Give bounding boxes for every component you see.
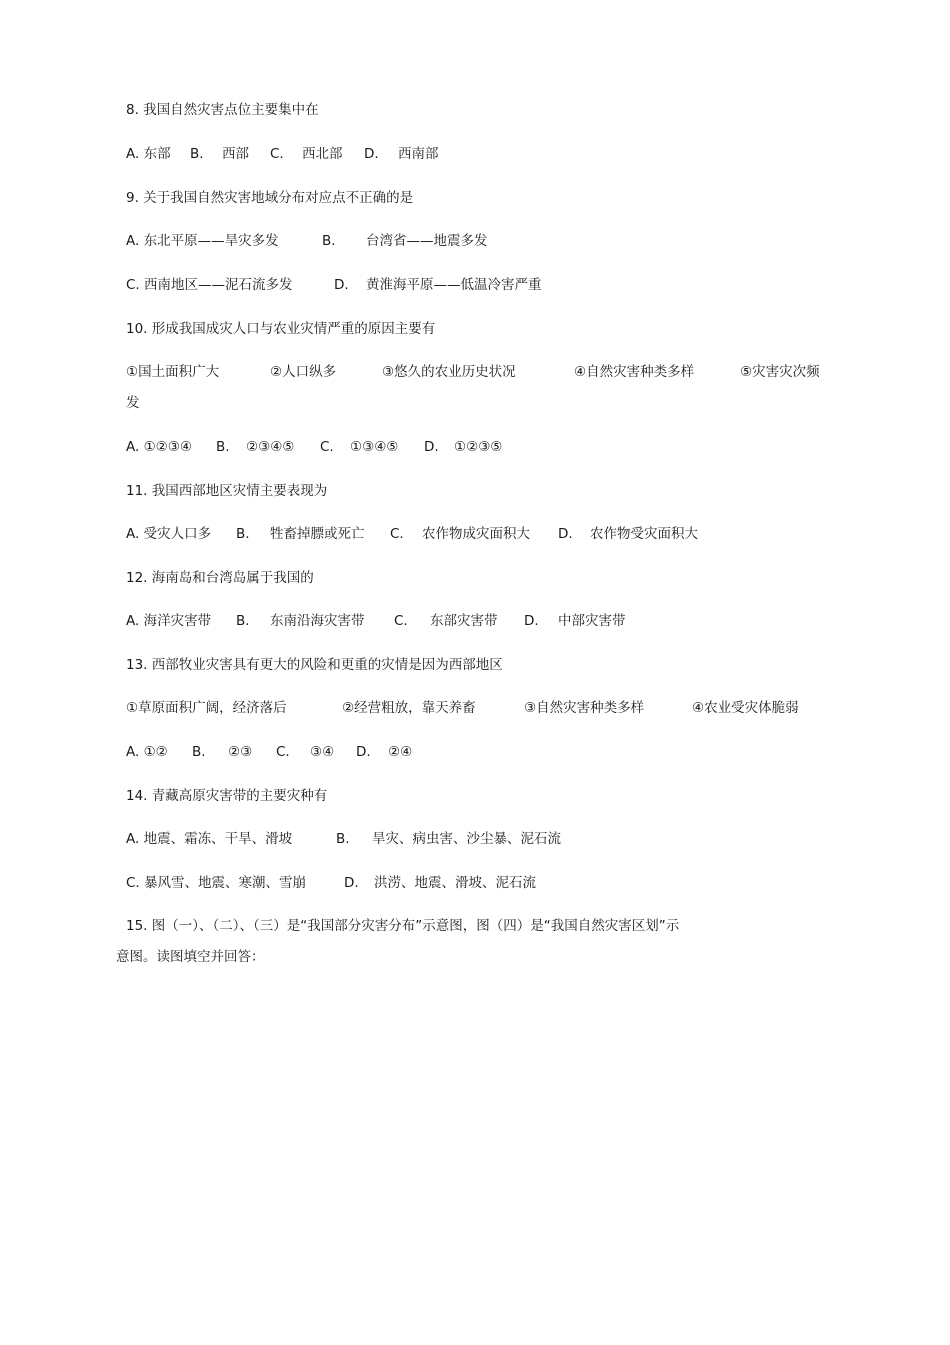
q11-option-b-letter: B. — [236, 526, 250, 542]
q9-option-d-text: 黄淮海平原——低温冷害严重 — [366, 277, 542, 293]
q10-item-2: ②人口纵多 — [270, 364, 337, 380]
q8-option-b-letter: B. — [190, 146, 204, 162]
q13-option-c-letter: C. — [276, 744, 290, 760]
q13-option-b-letter: B. — [192, 744, 206, 760]
q14-option-d-text: 洪涝、地震、滑坡、泥石流 — [374, 875, 536, 891]
q13-stem: 13. 西部牧业灾害具有更大的风险和更重的灾情是因为西部地区 — [126, 657, 503, 673]
q11-option-c-letter: C. — [390, 526, 404, 542]
q13-item-1: ①草原面积广阔，经济落后 — [126, 700, 287, 716]
q14-option-b-letter: B. — [336, 831, 350, 847]
q10-item-4: ④自然灾害种类多样 — [574, 364, 695, 380]
q10-option-d-text: ①②③⑤ — [454, 439, 503, 455]
q12-option-d-text: 中部灾害带 — [558, 613, 626, 629]
q8-option-c-letter: C. — [270, 146, 284, 162]
q8-option-d-text: 西南部 — [398, 146, 439, 162]
q10-option-b-letter: B. — [216, 439, 230, 455]
q13-item-4: ④农业受灾体脆弱 — [692, 700, 799, 716]
q12-option-c-text: 东部灾害带 — [430, 613, 498, 629]
q13-option-a: A. ①② — [126, 744, 168, 760]
q14-stem: 14. 青藏高原灾害带的主要灾种有 — [126, 788, 328, 804]
q8-option-c-text: 西北部 — [302, 146, 343, 162]
q9-option-b-letter: B. — [322, 233, 336, 249]
q14-option-a: A. 地震、霜冻、干旱、滑坡 — [126, 831, 293, 847]
q11-option-d-letter: D. — [558, 526, 573, 542]
q11-stem: 11. 我国西部地区灾情主要表现为 — [126, 483, 328, 499]
q9-stem: 9. 关于我国自然灾害地域分布对应点不正确的是 — [126, 190, 414, 206]
q12-option-c-letter: C. — [394, 613, 408, 629]
q11-option-b-text: 牲畜掉膘或死亡 — [270, 526, 365, 542]
q8-option-b-text: 西部 — [222, 146, 249, 162]
q10-option-b-text: ②③④⑤ — [246, 439, 295, 455]
q10-item-5: ⑤灾害灾次频 — [740, 364, 820, 380]
q12-stem: 12. 海南岛和台湾岛属于我国的 — [126, 570, 314, 586]
q13-option-c-text: ③④ — [310, 744, 335, 760]
q10-option-c-letter: C. — [320, 439, 334, 455]
q13-option-b-text: ②③ — [228, 744, 253, 760]
q11-option-d-text: 农作物受灾面积大 — [590, 526, 698, 542]
q10-item-5-wrap: 发 — [126, 395, 140, 411]
q12-option-d-letter: D. — [524, 613, 539, 629]
q13-option-d-letter: D. — [356, 744, 371, 760]
q13-item-3: ③自然灾害种类多样 — [524, 700, 645, 716]
q10-item-3: ③悠久的农业历史状况 — [382, 364, 516, 380]
q9-option-d-letter: D. — [334, 277, 349, 293]
q11-option-c-text: 农作物成灾面积大 — [422, 526, 530, 542]
q10-stem: 10. 形成我国成灾人口与农业灾情严重的原因主要有 — [126, 321, 436, 337]
q12-option-b-letter: B. — [236, 613, 250, 629]
q14-option-c: C. 暴风雪、地震、寒潮、雪崩 — [126, 875, 307, 891]
q8-option-d-letter: D. — [364, 146, 379, 162]
q12-option-b-text: 东南沿海灾害带 — [270, 613, 365, 629]
q9-option-b-text: 台湾省——地震多发 — [366, 233, 488, 249]
q10-option-d-letter: D. — [424, 439, 439, 455]
q15-stem-line1: 15. 图（一）、（二）、（三）是“我国部分灾害分布”示意图，图（四）是“我国自然灾害区划”示 — [126, 918, 680, 934]
q9-option-c: C. 西南地区——泥石流多发 — [126, 277, 293, 293]
q14-option-b-text: 旱灾、病虫害、沙尘暴、泥石流 — [372, 831, 561, 847]
q10-option-a: A. ①②③④ — [126, 439, 192, 455]
q11-option-a: A. 受灾人口多 — [126, 526, 212, 542]
q8-stem: 8. 我国自然灾害点位主要集中在 — [126, 102, 319, 118]
q15-stem-line2: 意图。读图填空并回答： — [116, 949, 265, 965]
q12-option-a: A. 海洋灾害带 — [126, 613, 212, 629]
q10-option-c-text: ①③④⑤ — [350, 439, 399, 455]
q8-option-a: A. 东部 — [126, 146, 171, 162]
q10-item-1: ①国土面积广大 — [126, 364, 220, 380]
q13-option-d-text: ②④ — [388, 744, 413, 760]
q13-item-2: ②经营粗放，靠天养畜 — [342, 700, 476, 716]
q14-option-d-letter: D. — [344, 875, 359, 891]
q9-option-a: A. 东北平原——旱灾多发 — [126, 233, 279, 249]
